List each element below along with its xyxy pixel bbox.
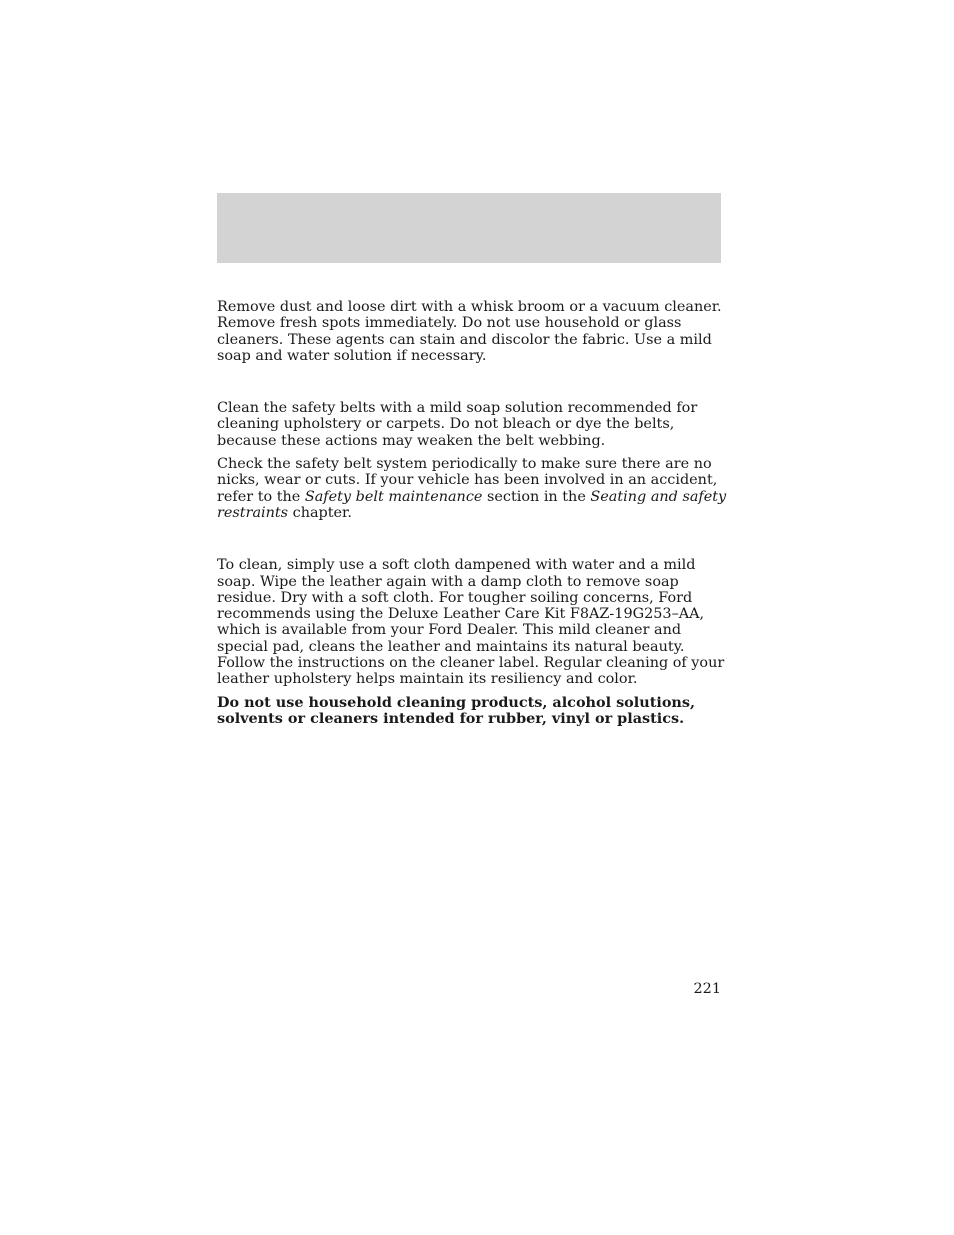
belt-check-text-a: Check the safety belt system periodically to make sure there are no nicks, wear or cuts. If your vehicle has been involved in an accident, refer to the (217, 456, 718, 505)
chapter-header-band (217, 193, 721, 263)
leather-warning-paragraph: Do not use household cleaning products, alcohol solutions, solvents or cleaners intended for rubber, vinyl or plastics. (217, 693, 695, 727)
seating-safety-restraints-ref: Seating and safety restraints (217, 488, 727, 521)
leather-cleaning-paragraph: To clean, simply use a soft cloth dampened with water and a mild soap. Wipe the leather again with a damp cloth to remove soap residue. Dry with a soft cloth. For tougher soiling concerns, Ford recommends using the Deluxe Leather Care Kit F8AZ-19G253–AA, which is available from your Ford Dealer. This mild cleaner and special pad, cleans the leather and maintains its natural beauty. Follow the instructions on the cleaner label. Regular cleaning of your leather upholstery helps maintain its resiliency and color. (217, 557, 725, 688)
safety-belt-check-paragraph (217, 456, 727, 521)
safety-belt-maintenance-ref: Safety belt maintenance (304, 488, 483, 505)
page-number: 221 (693, 981, 721, 997)
page-content (217, 299, 727, 727)
safety-belt-cleaning-paragraph: Clean the safety belts with a mild soap solution recommended for cleaning upholstery or carpets. Do not bleach or dye the belts, because these actions may weaken the belt webbing. (217, 400, 698, 449)
belt-check-text-c: chapter. (288, 504, 352, 521)
belt-check-text-b: section in the (482, 488, 591, 505)
fabric-cleaning-paragraph: Remove dust and loose dirt with a whisk broom or a vacuum cleaner. Remove fresh spots immediately. Do not use household or glass cleaners. These agents can stain and discolor the fabric. Use a mild soap and water solution if necessary. (217, 299, 722, 364)
